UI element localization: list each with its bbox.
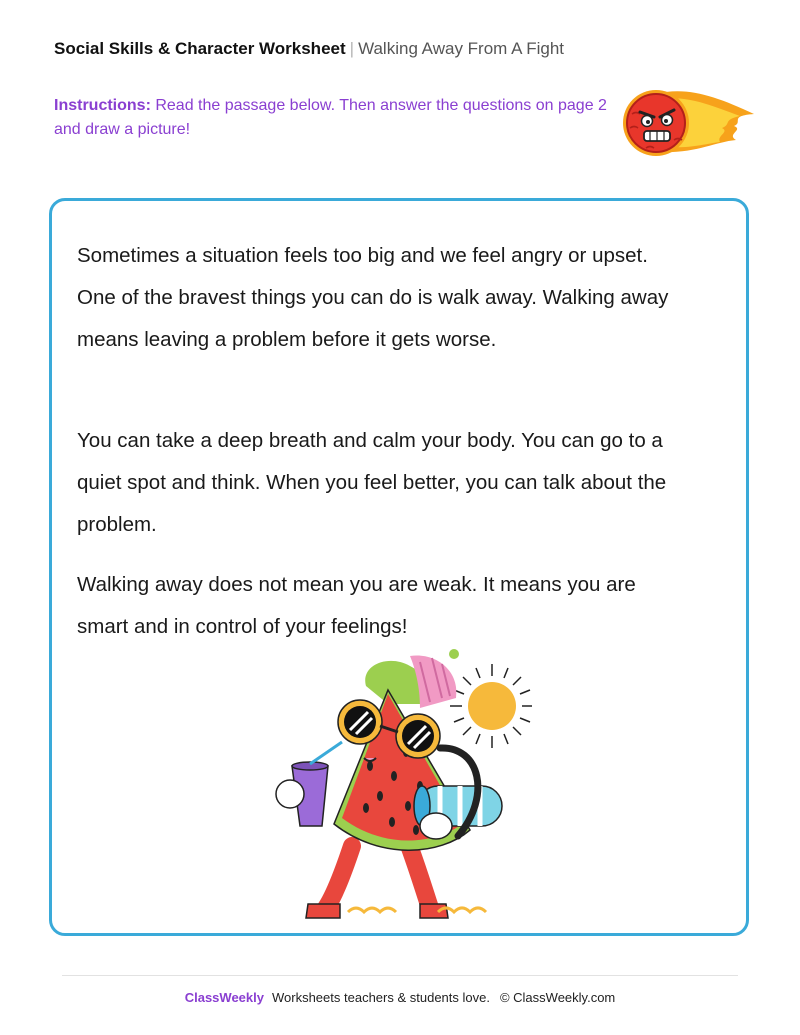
watermelon-character-icon	[270, 646, 535, 924]
passage-paragraph-3: Walking away does not mean you are weak. It means you are smart and in control of your feelings!	[77, 573, 636, 638]
footer-copyright: © ClassWeekly.com	[499, 990, 616, 1005]
instructions-label: Instructions:	[54, 97, 151, 114]
header-separator: |	[349, 39, 355, 58]
angry-fireball-icon	[616, 84, 756, 160]
footer-tagline: Worksheets teachers & students love.	[271, 990, 490, 1005]
worksheet-header	[54, 38, 564, 60]
footer-divider	[62, 975, 738, 976]
worksheet-title: Social Skills & Character Worksheet	[54, 39, 346, 58]
footer	[0, 989, 800, 1007]
passage-paragraph-2: You can take a deep breath and calm your body. You can go to a quiet spot and think. When you feel better, you can talk about the problem.	[77, 429, 667, 536]
sun-icon	[450, 664, 532, 748]
worksheet-subtitle: Walking Away From A Fight	[358, 39, 565, 58]
footer-brand: ClassWeekly	[184, 990, 264, 1005]
instructions-text: Read the passage below. Then answer the questions on page 2 and draw a picture!	[54, 97, 607, 138]
passage-paragraph-1: Sometimes a situation feels too big and we feel angry or upset. One of the bravest things you can do is walk away. Walking away means leaving a problem before it gets worse.	[77, 244, 669, 351]
instructions	[54, 94, 614, 142]
